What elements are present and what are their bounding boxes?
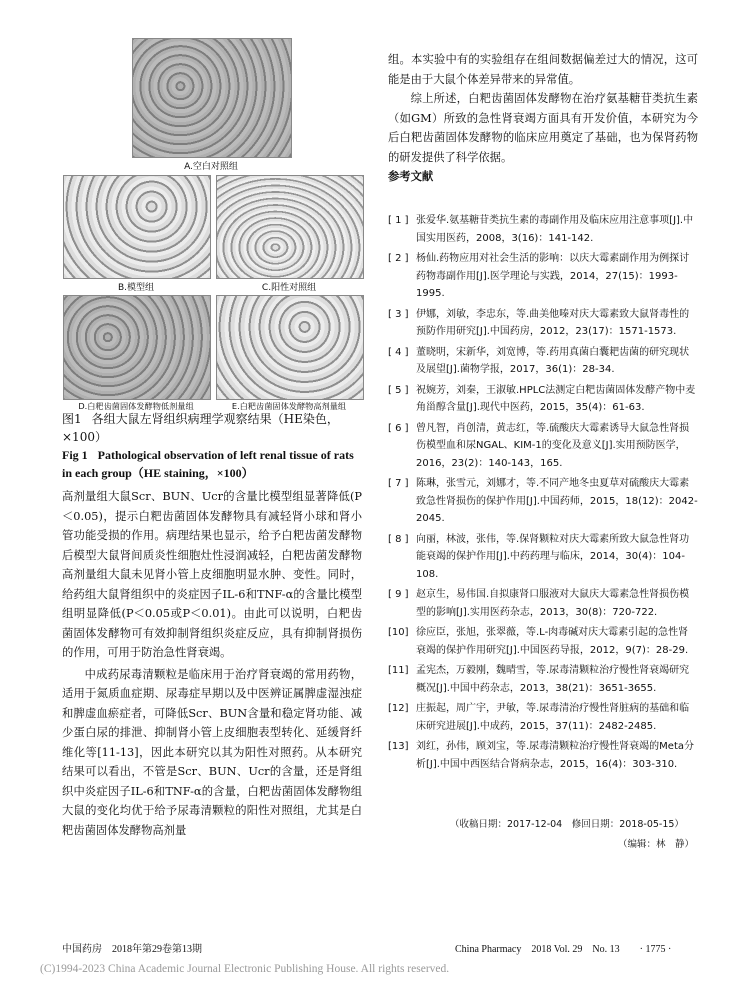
right-paragraph-2: 综上所述，白粑齿菌固体发酵物在治疗氨基糖苷类抗生素（如GM）所致的急性肾衰竭方面具有开发价值，本研究为今后白粑齿菌固体发酵物的临床应用奠定了基础，也为保肾药物的研发提供了科学依据。 bbox=[388, 92, 698, 164]
reference-text: 杨仙.药物应用对社会生活的影响：以庆大霉素副作用为例探讨药物毒副作用[J].医学理论与实践，2014，27(15)：1993-1995. bbox=[416, 253, 690, 299]
copyright-line: (C)1994-2023 China Academic Journal Electronic Publishing House. All rights reserved. bbox=[40, 963, 450, 975]
panel-d-label: D.白粑齿菌固体发酵物低剂量组 bbox=[78, 401, 194, 411]
panel-a-label: A.空白对照组 bbox=[184, 162, 238, 172]
reference-text: 曾凡智，肖创清，黄志红，等.硫酸庆大霉素诱导大鼠急性肾损伤模型血和尿NGAL、KIM-1的变化及意义[J].实用预防医学，2016，23(2)：140-143，165. bbox=[416, 422, 690, 469]
figure-panel-c bbox=[216, 175, 364, 279]
reference-item bbox=[388, 531, 698, 584]
figure-panel-d bbox=[63, 295, 211, 400]
reference-item bbox=[388, 662, 698, 697]
footer-right: China Pharmacy 2018 Vol. 29 No. 13 · 1775 · bbox=[455, 944, 672, 955]
caption-cn-text: 各组大鼠左肾组织病理学观察结果（HE染色，×100） bbox=[62, 412, 339, 444]
figure-caption-en bbox=[62, 446, 362, 482]
reference-item bbox=[388, 586, 698, 621]
reference-number: [ 8 ] bbox=[388, 533, 409, 545]
reference-item bbox=[388, 250, 698, 303]
reference-number: [ 4 ] bbox=[388, 346, 409, 358]
reference-text: 赵京生，易伟国.自拟康肾口服液对大鼠庆大霉素急性肾损伤模型的影响[J].实用医药杂志，2013，30(8)：720-722. bbox=[416, 589, 690, 618]
figure-caption-cn bbox=[62, 410, 362, 446]
figure-panel-b bbox=[63, 175, 211, 279]
reference-list bbox=[388, 212, 698, 776]
left-paragraph-1: 高剂量组大鼠Scr、BUN、Ucr的含量比模型组显著降低(P＜0.05)，提示白粑齿菌固体发酵物具有减轻肾小球和肾小管功能受损的作用。病理结果也显示，给予白粑齿菌发酵物后模型大鼠肾间质炎性细胞灶性浸润减轻，白粑齿菌发酵物高剂量组大鼠未见肾小管上皮细胞明显水肿、变性。同时，给药组大鼠肾组织中的炎症因子IL-6和TNF-α的含量比模型组明显降低(P＜0.05或P＜0.01)。由此可以说明，白粑齿菌固体发酵物可有效抑制肾组织炎症反应，具有抑制肾损伤的作用，可用于防治急性肾衰竭。 bbox=[62, 490, 362, 659]
reference-item bbox=[388, 475, 698, 528]
reference-number: [ 5 ] bbox=[388, 384, 409, 396]
references-heading: 参考文献 bbox=[388, 169, 434, 183]
reference-text: 董晓明，宋新华，刘宽博，等.药用真菌白囊耙齿菌的研究现状及展望[J].菌物学报，2017，36(1)：28-34. bbox=[416, 346, 690, 375]
reference-text: 张爱华.氨基糖苷类抗生素的毒副作用及临床应用注意事项[J].中国实用医药，2008，3(16)：141-142. bbox=[416, 215, 694, 244]
reference-item bbox=[388, 212, 698, 247]
reference-number: [10] bbox=[388, 627, 409, 638]
reference-text: 祝婉芳，刘秦，王淑敏.HPLC法测定白粑齿菌固体发酵产物中麦角甾醇含量[J].现代中医药，2015，35(4)：61-63. bbox=[416, 384, 696, 413]
caption-en-text: Pathological observation of left renal tissue of rats in each group（HE staining，×100） bbox=[62, 448, 354, 480]
reference-item bbox=[388, 306, 698, 341]
caption-cn-number: 图1 bbox=[62, 412, 82, 426]
reference-number: [11] bbox=[388, 665, 409, 676]
reference-number: [ 3 ] bbox=[388, 308, 409, 320]
reference-number: [ 6 ] bbox=[388, 422, 409, 434]
reference-number: [ 7 ] bbox=[388, 478, 409, 489]
panel-c-label: C.阳性对照组 bbox=[261, 283, 317, 293]
figure-panel-a bbox=[132, 38, 292, 158]
reference-number: [ 9 ] bbox=[388, 589, 409, 600]
reference-item bbox=[388, 738, 698, 773]
reference-text: 伊娜，刘敏，李忠东，等.曲美他嗪对庆大霉素致大鼠肾毒性的预防作用研究[J].中国药房，2012，23(17)：1571-1573. bbox=[416, 308, 690, 337]
reference-item bbox=[388, 700, 698, 735]
received-dates: （收稿日期：2017-12-04 修回日期：2018-05-15） bbox=[450, 819, 684, 830]
reference-item bbox=[388, 344, 698, 379]
reference-number: [ 2 ] bbox=[388, 253, 409, 264]
figure-panel-e bbox=[216, 295, 364, 400]
reference-number: [ 1 ] bbox=[388, 215, 409, 226]
footer-left: 中国药房 2018年第29卷第13期 bbox=[62, 944, 202, 955]
reference-text: 徐应臣，张旭，张翠薇，等.L-肉毒碱对庆大霉素引起的急性肾衰竭的保护作用研究[J].中国医药导报，2012，9(7)：28-29. bbox=[416, 627, 689, 656]
right-paragraph-1: 组。本实验中有的实验组存在组间数据偏差过大的情况，这可能是由于大鼠个体差异带来的异常值。 bbox=[388, 53, 698, 86]
right-column-text bbox=[388, 50, 698, 187]
reference-number: [12] bbox=[388, 703, 409, 714]
panel-b-label: B.模型组 bbox=[117, 283, 155, 293]
reference-item bbox=[388, 420, 698, 473]
reference-item bbox=[388, 624, 698, 659]
left-column-text bbox=[62, 487, 362, 840]
reference-text: 庄振起，周广宇，尹敏，等.尿毒清治疗慢性肾脏病的基础和临床研究进展[J].中成药，2015，37(11)：2482-2485. bbox=[416, 703, 690, 732]
reference-number: [13] bbox=[388, 741, 409, 752]
reference-text: 刘红，孙伟，顾刘宝，等.尿毒清颗粒治疗慢性肾衰竭的Meta分析[J].中国中西医结合肾病杂志，2015，16(4)：303-310. bbox=[416, 741, 695, 770]
caption-en-number: Fig 1 bbox=[62, 448, 88, 462]
reference-text: 向丽，林波，张伟，等.保肾颗粒对庆大霉素所致大鼠急性肾功能衰竭的保护作用[J].中药药理与临床，2014，30(4)：104-108. bbox=[416, 533, 690, 580]
left-paragraph-2: 中成药尿毒清颗粒是临床用于治疗肾衰竭的常用药物，适用于氮质血症期、尿毒症早期以及中医辨证属脾虚湿浊症和脾虚血瘀症者，可降低Scr、BUN含量和稳定肾功能、减少蛋白尿的排泄、抑制肾小管上皮细胞表型转化、延缓肾纤维化等[11-13]，因此本研究以其为阳性对照药。从本研究结果可以看出，不管是Scr、BUN、Ucr的含量，还是肾组织中炎症因子IL-6和TNF-α的含量，白粑齿菌固体发酵物组大鼠的变化均优于给予尿毒清颗粒的阳性对照组，尤其是白粑齿菌固体发酵物高剂量 bbox=[62, 667, 362, 837]
reference-text: 孟宪杰，万毅刚，魏晴雪，等.尿毒清颗粒治疗慢性肾衰竭研究概况[J].中国中药杂志，2013，38(21)：3651-3655. bbox=[416, 665, 690, 694]
reference-text: 陈琳，张雪元，刘娜才，等.不同产地冬虫夏草对硫酸庆大霉素致急性肾损伤的保护作用[J].中国药师，2015，18(12)：2042-2045. bbox=[416, 478, 698, 524]
reference-item bbox=[388, 382, 698, 417]
panel-e-label: E.白粑齿菌固体发酵物高剂量组 bbox=[231, 401, 347, 411]
editor-note: （编辑：林 静） bbox=[618, 839, 695, 850]
